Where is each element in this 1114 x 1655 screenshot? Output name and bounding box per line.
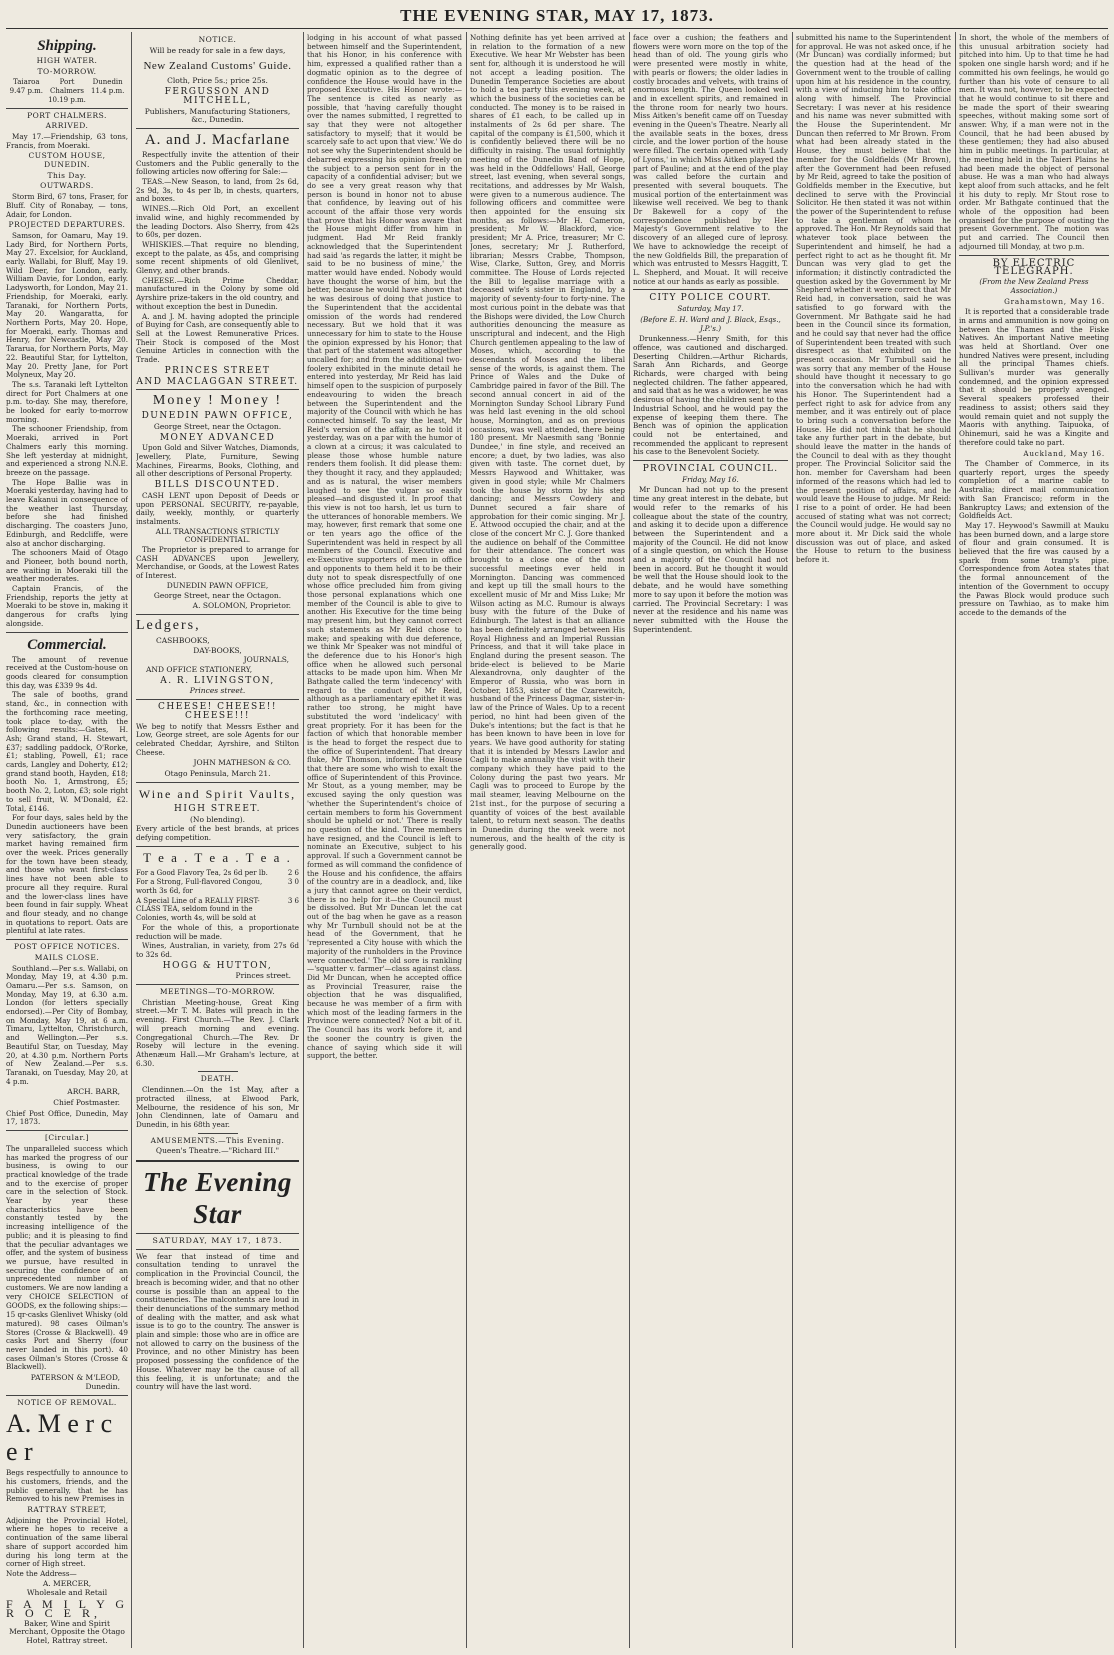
dunedin-pawn-office: DUNEDIN PAWN OFFICE, <box>141 411 294 422</box>
police-court-bench: (Before E. H. Ward and J. Black, Esqs., J.P.'s.) <box>640 314 781 333</box>
dateline-grahamstown: Grahamstown, May 16. <box>1004 297 1105 307</box>
double-rule <box>136 1160 299 1162</box>
tea-price: 3 6 <box>287 896 299 905</box>
tea-price: 2 6 <box>287 868 299 877</box>
cashbooks-line: CASHBOOKS, <box>156 635 210 645</box>
provincial-council-date: Friday, May 16. <box>682 474 739 484</box>
macfarlane-text-2: A. and J. M. having adopted the principle of Buying for Cash, are consequently able to Sell at the Lowest Remunerative Prices. Their Stock is composed of the Most Genuine Articles in connection with the Trade. <box>136 311 299 365</box>
macfarlane-whisky: WHISKIES.—That require no blending, except to the palate, as 45s, and comprising some recent shipments of old Glenlivet, Glenvy, and other brands. <box>136 239 299 276</box>
page-masthead: THE EVENING STAR, MAY 17, 1873. <box>400 6 714 25</box>
divider <box>136 128 299 129</box>
postmaster-name: ARCH. BARR, <box>67 1087 120 1097</box>
circular-text: The unparalleled success which has marked the progress of our business, is owing to our practical knowledge of the trade and to the exercise of proper care in the selection of Stock. Year by year these characteristics have been constantly tested by the increasing intelligence of the public; and it is pleasing to find that the peculiar advantages we offer, and the system of business we pursue, have resulted in securing the confidence of an unprecedented number of customers. We are now landing a very CHOICE SELECTION of GOODS, ex the following ships:— <box>6 1143 128 1310</box>
wines-australian: Wines, Australian, in variety, from 27s 6d to 32s 6d. <box>136 941 299 959</box>
pawn-signature: DUNEDIN PAWN OFFICE, <box>166 580 269 590</box>
column-shipping <box>6 34 128 1646</box>
mails-close-label: MAILS CLOSE. <box>34 952 100 962</box>
police-court-date: Saturday, May 17. <box>677 304 744 314</box>
divider <box>136 782 299 783</box>
column-rule <box>466 32 467 1648</box>
matheson-address: Otago Peninsula, March 21. <box>164 769 271 779</box>
column-rule <box>131 32 132 1648</box>
livingston-address: Princes street. <box>189 686 246 696</box>
post-office-place: Chief Post Office, Dunedin, May 17, 1873. <box>6 1108 128 1127</box>
tea-price-row <box>136 878 299 895</box>
hogg-hutton: HOGG & HUTTON, <box>162 960 273 971</box>
journals-line: JOURNALS, <box>243 655 289 665</box>
tea-price-row <box>136 869 299 878</box>
mercer-text: Begs respectfully to announce to his customers, friends, and the public generally, that he has Removed to his new Premises in <box>6 1468 128 1504</box>
maclaggan-street: AND MACLAGGAN STREET. <box>136 376 299 387</box>
divider <box>633 460 788 461</box>
mercer-display: A. M e r c e r <box>6 1409 113 1467</box>
ledgers-title: Ledgers, <box>136 617 201 633</box>
shipping-heading: Shipping. <box>37 38 97 54</box>
telegraph-heading: BY ELECTRIC TELEGRAPH. <box>992 257 1076 278</box>
goods-signature: PATERSON & M'LEOD, Dunedin. <box>30 1373 120 1391</box>
cheese-text: We beg to notify that Messrs Esther and Low, George street, are sole Agents for our celebrated Cheddar, Ayrshire, and Stilton Cheese. <box>136 721 299 757</box>
notice-text: Will be ready for sale in a few days, <box>149 45 286 55</box>
column-council-continued <box>796 34 951 1646</box>
office-stationery-line: AND OFFICE STATIONERY, <box>146 665 253 675</box>
tea-text: For the whole of this, a proportionate reduction will be made. <box>136 922 299 941</box>
mercer-sub: Wholesale and Retail <box>26 1588 108 1598</box>
projected-text: Samson, for Oamaru, May 19. Lady Bird, for Northern Ports, May 27. Excelsior, for Auckland, early. Wallabi, for Bluff, May 19. Wild Deer, for London, early. William Davie, for London, early. Ladysworth, for London, May 21. Friendship, for Moeraki, early. Taranaki, for Northern Ports, May 20. Wangaratta, for Northern Ports, May 20. Hope, for Moeraki, early. Thomas and Henry, for Newcastle, May 20. Tararua, for Northern Ports, May 22. Beautiful Star, for Lyttelton, May 20. Pretty Jane, for Port Molyneux, May 20. <box>6 230 128 380</box>
provincial-council-heading: PROVINCIAL COUNCIL. <box>642 464 779 475</box>
tomorrow-label: TO-MORROW. <box>37 66 97 76</box>
police-court-body: Drunkenness.—Henry Smith, for this offence, was cautioned and discharged. Deserting Children.—Arthur Richards, Sarah Ann Richards, and George Richards, were charged with being neglected children. The father appeared, and said that as he was a widower, he was desirous of having the children sent to the Industrial School, and he would pay the expense of keeping them there. The Bench was of opinion the application could not be entertained, and recommended the applicant to represent his case to the Benevolent Society. <box>633 334 788 457</box>
macfarlane-cheese: CHEESE.—Rich Prime Cheddar, manufactured in the Colony by some old Ayrshire prize-takers in the old country, and without exception the best in Dunedin. <box>136 275 299 311</box>
postmaster-title: Chief Postmaster. <box>53 1098 120 1108</box>
projected-heading: PROJECTED DEPARTURES. <box>8 220 126 230</box>
tea-description: For a Good Flavory Tea, 2s 6d per lb. <box>136 868 268 877</box>
shipping-paragraph: Captain Francis, of the Friendship, reports the jetty at Moeraki to be stove in, making it dangerous for crafts lying alongside. <box>6 584 128 628</box>
note-address: Note the Address— <box>6 1568 77 1578</box>
rattray-street: RATTRAY STREET, <box>27 1505 107 1515</box>
money-advanced: MONEY ADVANCED <box>159 432 276 443</box>
macfarlane-title: A. and J. Macfarlane <box>144 131 291 148</box>
column-rule <box>955 32 956 1648</box>
divider <box>136 1249 299 1250</box>
tide-dunedin: Dunedin 11.4 p.m. <box>90 78 125 96</box>
macfarlane-teas: TEAS.—New Season, to land, from 2s 6d, 2s 9d, 3s, to 4s per lb, in chests, quarters, and boxes. <box>136 177 299 204</box>
tide-taiaroa: Taiaroa 9.47 p.m. <box>9 78 44 96</box>
mercer-text-2: Adjoining the Provincial Hotel, where he hopes to receive a continuation of the same liberal share of support accorded him during his long term at the corner of High street. <box>6 1515 128 1569</box>
removal-heading: NOTICE OF REMOVAL. <box>17 1397 117 1407</box>
column-advertisements <box>136 34 299 1646</box>
death-heading: DEATH. <box>200 1074 235 1084</box>
amusements-text: Queen's Theatre.—"Richard III." <box>155 1146 280 1156</box>
meetings-text: Christian Meeting-house, Great King street.—Mr T. M. Bates will preach in the evening. First Church.—The Rev. J. Clark will preach morning and evening. Congregational Church.—The Rev. Dr Roseby will lecture in the evening. Athenæum Hall.—Mr Graham's lecture, at 6.30. <box>136 997 299 1068</box>
notice-heading: NOTICE. <box>198 35 237 44</box>
column-telegraph <box>959 34 1109 1646</box>
pawn-address: George Street, near the Octagon. <box>153 421 282 431</box>
shipping-paragraph: The schooner Friendship, from Moeraki, arrived in Port Chalmers early this morning. She left yesterday at midnight, and experienced a strong N.N.E. breeze on the passage. <box>6 424 128 477</box>
goods-list: 15 qr-casks Glenlivet Whisky (old matured). 98 cases Oilman's Stores (Crosse & Blackwell). 49 casks Port and Sherry (four never landed in this port). 40 cases Oilman's Stores (Crosse & Blackwell). <box>6 1310 128 1372</box>
tide-port-chalmers: Port Chalmers 10.19 p.m. <box>48 78 86 104</box>
editorial-text: We fear that instead of time and consultation tending to unravel the complication in the Provincial Council, the breach is becoming wider, and that no other course is possible than an appeal to the constituencies. The malcontents are loud in their denunciations of the summary method of dealing with the matter, and ask what issue is to go to the country. The answer is plain and simple: those who are in office are not allowed to carry on the business of the Province, and no other Ministry has been proposed possessing the confidence of the House. Whatever may be the cause of all this feeling, it is unfortunate; and the country will have the last word. <box>136 1251 299 1392</box>
council-body-continued: submitted his name to the Superintendent for approval. He was not asked once, if he (Mr Duncan) was cordially informed; but the question had at the head of the Government went to the trouble of calling upon him at his residence in the country, with a view of inducing him to take office along with himself. The Provincial Secretary: I was never at his residence and his name was never submitted with the House the Superintendent. Mr Duncan then referred to Mr Brown. From what had been already stated in the House, they must believe that the member for the Goldfields (Mr Brown), after the Government had been refused by Mr Reid, agreed to take the position of Goldfields member in the Executive, but declined to serve with the Provincial Solicitor. He then stated it was not within the power of the Superintendent to refuse to take a gentleman of whom he approved. The Hon. Mr Reynolds said that whatever took place between the Superintendent and himself, he had a perfect right to act as he thought fit. Mr Duncan was very glad to get the information; it distinctly contradicted the question asked by the Government by Mr Shepherd whether it were correct that Mr Reid had, in conversation, said he was satisfied to go forward with the Government. Mr Bathgate said he had been in the Council since its formation, and he could say that never had the office of Superintendent been treated with such disrespect as that exhibited on the present occasion. Mr Turnbull said he was sorry that any member of the House should have thought it necessary to go into the conversation which he had with his Honor. The Superintendent had a perfect right to ask for advice from any member, and it was entirely out of place to bring such a conversation before the House. He did not think that he should take any further part in the debate, but should leave the matter in the hands of the Council to deal with as they thought proper. The Provincial Solicitor said the hon. member for Caversham had been informed of the reasons which had led to the present position of affairs, and he would leave the House to judge. Mr Reid: I rise to a point of order. He had been accused of stating what was not correct; the Council would judge. He would say no more about it. Mr Dick said the whole discussion was out of place, and asked the House to return to the business before it. <box>796 34 951 565</box>
proprietor-text: The Proprietor is prepared to arrange for CASH ADVANCES upon Jewellery, Merchandise, or Goods, at the Lowest Rates of Interest. <box>136 545 299 581</box>
tea-title: T e a . T e a . T e a . <box>143 849 292 865</box>
high-street: HIGH STREET. <box>174 803 261 814</box>
macfarlane-text: Respectfully invite the attention of their Customers and the Public generally to the following articles now offering for Sale:— <box>136 149 299 177</box>
telegraph-item: May 17. Heywood's Sawmill at Mauku has been burned down, and a large store of flour and grain consumed. It is believed that the fire was caused by a spark from some tramp's pipe. Correspondence from Aotea states that the formal announcement of the intention of the Government to occupy the Pawas Block would produce such pressure on Tawhiao, as to make him accede to the demands of the <box>959 520 1109 617</box>
tide-table <box>6 78 128 104</box>
divider <box>959 255 1109 256</box>
princes-street: PRINCES STREET <box>164 365 271 376</box>
post-office-text: Southland.—Per s.s. Wallabi, on Monday, May 19, at 4.30 p.m. Oamaru.—Per s.s. Samson, on Monday, May 19, at 6.30 a.m. London (for letters specially endorsed).—Per City of Bombay, on Monday, May 19, at 6 a.m. Timaru, Lyttelton, Christchurch, and Wellington.—Per s.s. Beautiful Star, on Tuesday, May 20, at 4.30 p.m. Northern Ports of New Zealand.—Per s.s. Taranaki, on Tuesday, May 20, at 4 p.m. <box>6 963 128 1086</box>
cheese-title: CHEESE! CHEESE!! CHEESE!!! <box>158 702 277 721</box>
column-rule <box>792 32 793 1648</box>
hogg-address: Princes street. <box>235 971 291 981</box>
outwards-text: Storm Bird, 67 tons, Fraser, for Bluff. City of Ronabay, — tons, Adair, for London. <box>6 192 128 219</box>
macfarlane-wines: WINES.—Rich Old Port, an excellent invalid wine, and highly recommended by the leading Doctors. Also Sherry, from 42s to 60s, per dozen. <box>136 204 299 240</box>
wine-text: Every article of the best brands, at prices defying competition. <box>136 824 299 842</box>
customs-guide-price: Cloth, Price 5s.; price 25s. <box>167 76 268 86</box>
all-transactions: ALL TRANSACTIONS STRICTLY CONFIDENTIAL. <box>155 526 280 545</box>
shipping-paragraph: The s.s. Taranaki left Lyttelton direct for Port Chalmers at one p.m. to-day. She may, therefore, be looked for early to-morrow morning. <box>6 379 128 424</box>
shipping-paragraph: The schooners Maid of Otago and Pioneer, both bound north, are waiting in Moeraki till the weather moderates. <box>6 548 128 584</box>
tea-description: For a Strong, Full-flavored Congou, worth 3s 6d, for <box>136 878 263 896</box>
daybooks-line: DAY-BOOKS, <box>193 645 242 655</box>
divider <box>136 389 299 390</box>
divider <box>6 632 128 633</box>
no-blending: (No blending). <box>190 814 245 824</box>
divider <box>198 1133 238 1134</box>
divider <box>136 1233 299 1234</box>
divider <box>198 1071 238 1072</box>
telegraph-item: The Chamber of Commerce, in its quarterly report, urges the speedy completion of a marine cable to Australia; direct mail communication with San Francisco; reform in the Bankruptcy Laws; and extension of the Goldfields Act. <box>959 459 1109 521</box>
customs-guide-title: New Zealand Customs' Guide. <box>143 60 292 73</box>
evening-star-masthead: The Evening Star <box>143 1167 292 1230</box>
post-office-heading: POST OFFICE NOTICES. <box>14 942 120 952</box>
tea-price: 3 0 <box>287 878 299 887</box>
local-news-body: Nothing definite has yet been arrived at in relation to the formation of a new Executive. We hear Mr Webster has been sent for, although it is understood he will not accept a leading position. The Dunedin Temperance Societies are about to hold a tea party this evening week, at which the business of the societies can be conducted. The money is to be raised in shares of £1 each, to be called up in instalments of 2s 6d per share. The capital of the company is £1,500, which it is confidently believed there will be no difficulty in raising. The usual fortnightly meeting of the Dunedin Band of Hope, was held in the Oddfellows' Hall, George street, last evening, when several songs, recitations, and addresses by Mr Walsh, were given to a numerous audience. The following officers and committee were then appointed for the ensuing six months, as follows:—Mr H. Cameron, president; Mr W. Blackford, vice-president; Mr A. Price, treasurer; Mr C. Jones, secretary; Mr J. Rutherford, librarian; Messrs Crabbe, Thompson, Wise, Clarke, Sutton, Grey, and Morris committee. The House of Lords rejected the Bill to legalise marriage with a deceased wife's sister in England, by a majority of seventy-four to forty-nine. The most curious point in the debate was that the Bishops were divided, the Low Church authorities denouncing the measure as unscriptural and indecent, and the High Church gentlemen appealing to the law of Moses, which, according to the descendants of Moses and the liberal sense of the words, is against them. The Prince of Wales and the Duke of Cambridge paired in favor of the Bill. The second annual concert in aid of the Mornington Sunday School Library Fund was held last evening in the old school house, Mornington, and as on previous occasions, was well attended, there being 180 present. Mr Naesmith sang 'Bonnie Dundee,' in fine style, and received an encore; a duet, by two ladies, was also given with taste. The cornet duet, by Messrs Haywood and Whittaker, was given in good style; while Mr Chalmers took the house by storm by his step dancing; and Messrs Cowdery and Dunnet secured a fair share of approbation for their comic singing. Mr J. E. Attwood occupied the chair, and at the close of the concert Mr C. J. Gore thanked the audience on behalf of the Committee for their attendance. The concert was brought to a close one of the most successful meetings ever held in Mornington. Dancing was commenced and kept up till the small hours to the excellent music of Mr and Miss Luke; Mr Wilson acting as M.C. Rumour is always busy with the future of the Duke of Edinburgh. The latest is that an alliance has been definitely arranged between His Royal Highness and an Imperial Russian Princess, and that it will take place in England during the present season. The bride-elect is believed to be Marie Alexandrovna, only daughter of the Emperor of Russia, who was born in October, 1853, sister of the Czarewitch, husband of the Princess Dagmar, sister-in-law of the Prince of Wales. Up to a recent period, no hint had been given of the Duke's intentions; but the fact is that he has been known to have been in love for years. We have good authority for stating that it is intended by Messrs Lawlor and Cagli to make annually the visit with their company which they have paid to the Colony during the past two years. Mr Cagli was to proceed to Europe by the mail steamer, leaving Melbourne on the 21st inst., for the purpose of securing a quantity of voices of the best available talent, to return next season. The deaths in Dunedin during the week were not numerous, and the health of the city is generally good. <box>470 34 625 852</box>
shipping-paragraph: The Hope Ballie was in Moeraki yesterday, having had to leave Kakanui in consequence of the weather last Thursday, before she had finished discharging. The coasters Juno, Edinburgh, and Redcliffe, were also at anchor discharging. <box>6 477 128 548</box>
dateline-auckland: Auckland, May 16. <box>1023 449 1105 459</box>
amusements-heading: AMUSEMENTS.—This Evening. <box>150 1135 285 1145</box>
divider <box>6 1130 128 1131</box>
divider <box>6 1395 128 1396</box>
commercial-heading: Commercial. <box>27 636 107 653</box>
local-news-body-continued: face over a cushion; the feathers and flowers were worn more on the top of the head than of old. The young girls who were presented were mostly in white, with pearls or flowers; the older ladies in costly brocades and velvets, with trains of enormous length. The Queen looked well and in excellent spirits, and remained in the throne room for nearly two hours. Miss Aitken's benefit came off on Tuesday evening in the Queen's Theatre. Nearly all the available seats in the boxes, dress circle, and the lower portion of the house were filled. The certain opened with 'Lady of Lyons,' in which Miss Aitken played the part of Pauline; and at the end of the play was called before the curtain and presented with several bouquets. The musical portion of the entertainment was likewise well received. We beg to thank Dr Bakewell for a copy of the correspondence published by Her Majesty's Government relative to the discovery of an alleged cure of leprosy. We have to acknowledge the receipt of the new Goldfields Bill, the preparation of which was entrusted to Messrs Haggitt, T. L. Shepherd, and Mouat. It will receive notice at our hands as early as possible. <box>633 34 788 286</box>
telegraph-source: (From the New Zealand Press Association.) <box>979 276 1089 295</box>
tea-description: A Special Line of a REALLY FIRST-CLASS TEA, seldom found in the Colonies, worth 4s, will be sold at <box>136 896 260 923</box>
ferguson-mitchell: FERGUSSON AND MITCHELL, <box>164 87 271 106</box>
ferguson-sub: Publishers, Manufacturing Stationers, &c., Dunedin. <box>144 106 291 125</box>
mercer-signature: A. MERCER, <box>42 1578 92 1588</box>
pawn-proprietor: A. SOLOMON, Proprietor. <box>192 601 291 611</box>
divider <box>136 984 299 985</box>
masthead-rule <box>6 28 1108 29</box>
mercer-sub-2: Baker, Wine and Spirit Merchant, Opposite the Otago Hotel, Rattray street. <box>9 1618 125 1645</box>
port-chalmers-heading: PORT CHALMERS. <box>27 110 107 120</box>
death-text: Clendinnen.—On the 1st May, after a protracted illness, at Elwood Park, Melbourne, the residence of his son, Mr John Clendinnen, late of Oamaru and Dunedin, in his 68th year. <box>136 1085 299 1129</box>
bills-discounted: BILLS DISCOUNTED. <box>154 480 281 491</box>
telegraph-item: It is reported that a considerable trade in arms and ammunition is now going on between the Thames and the Fiske Natives. An important Native meeting was held at Shortland. Over one hundred Natives were present, including all the principal Thames chiefs. Sullivan's murder was generally condemned, and the opinion expressed that it should be properly avenged. Several speakers professed their readiness to assist; others said they would remain quiet and not supply the Maoris with anything. Taipuoka, of Ohinemuri, said he was a Kingite and therefore could take no part. <box>959 307 1109 447</box>
commercial-paragraph: For four days, sales held by the Dunedin auctioneers have been very satisfactory, the grain market having remained firm over the week. Prices generally for the town have been steady, and those who want first-class lines have not been able to procure all they require. Rural and the lower-class lines have been found in fair supply. Wheat and flour steady, and no change in quotations to report. Oats are plentiful at late rates. <box>6 813 128 936</box>
pawn-signature-address: George Street, near the Octagon. <box>153 590 282 600</box>
circular-heading: [Circular.] <box>44 1133 90 1143</box>
column-editorial-continued <box>307 34 462 1646</box>
matheson-name: JOHN MATHESON & CO. <box>193 758 291 768</box>
divider <box>6 108 128 109</box>
family-grocer: F A M I L Y G R O C E R, <box>6 1597 128 1620</box>
outwards-heading: OUTWARDS. <box>40 181 94 191</box>
editorial-dateline: SATURDAY, MAY 17, 1873. <box>152 1236 283 1246</box>
commercial-paragraph: The sale of booths, grand stand, &c., in connection with the forthcoming race meeting, took place to-day, with the following results:—Gates, H. Ash; Grand stand, H. Stewart, £37; saddling paddock, O'Rorke, £1; stabling, Powell, £1; race cards, Langley and Doherty, £12; grand stand booth, Hayden, £18; booth No. 1, Armstrong, £5; booth No. 2, Loton, £3; sole right to sell fruit, W. M'Donald, £2. Total, £146. <box>6 690 128 813</box>
high-water-heading: HIGH WATER. <box>36 56 98 65</box>
police-court-heading: CITY POLICE COURT. <box>649 293 772 304</box>
meetings-heading: MEETINGS—TO-MORROW. <box>159 987 276 997</box>
column-local-news <box>470 34 625 1646</box>
custom-house-heading: CUSTOM HOUSE, DUNEDIN. <box>28 151 106 170</box>
money-title: Money ! Money ! <box>152 393 283 409</box>
column-rule <box>303 32 304 1648</box>
arrived-heading: ARRIVED. <box>45 121 89 131</box>
provincial-council-body: Mr Duncan had not up to the present time any great interest in the debate, but would refer to the remarks of his colleague about the state of the country, and asking it to decide upon a difference between the Superintendent and a majority of the Council. He did not know of a single question, on which the House and a majority of the Council had not been in accord. But he thought it would be well that the House should look to the debate, and he would have something more to say upon it before the motion was carried. The Provincial Secretary: I was never at the residence and his name was never submitted with the House the Superintendent. <box>633 485 788 634</box>
commercial-paragraph: The amount of revenue received at the Custom-house on goods cleared for consumption this day, was £339 9s 4d. <box>6 654 128 690</box>
tea-price-row <box>136 897 299 923</box>
column-rule <box>629 32 630 1648</box>
divider <box>136 846 299 847</box>
editorial-body: lodging in his account of what passed between himself and the Superintendent, that his Honor, in his conference with him, expressed a qualified rather than a dogmatic opinion as to the degree of confidence the House would have in the proposed Executive. His Honor wrote:— The sentence is cited as nearly as possible, that 'having carefully thought over the names submitted, I regretted to say that they were not altogether satisfactory to myself; that it would be scarcely safe to act upon that view.' We do not see why the Superintendent should be debarred expressing his opinion freely on the subject to a person sent for in the capacity of a confidential adviser; but we do see a very great reason why that person is bound in honor not to abuse that confidence, by leaving out of his account of the affair those very words that prove that his Honor was aware that the House might differ from him in judgment. Had Mr Reid frankly acknowledged that the Superintendent had said 'as regards the latter, it might be said to be no business of mine,' the matter would have ended. Nobody would have thought the worse of him, but the better, because he would have shown that he was desirous of doing that justice to the Superintendent that the accidental omission of the words had rendered necessary. But we hold that it was unnecessary for him to state to the House the opinion expressed by his Honor; that that part of the statement was altogether uncalled for; and from the additional two-foolery exhibited in the minute detail he entered into yesterday, Mr Reid has laid himself open to the suspicion of purposely endeavouring to widen the breach between the Superintendent and the majority of the Council with which he has connected himself. To say the least, Mr Reid's version of the affair, as he told it yesterday, was on a par with the humor of a clown at a circus; it was calculated to please those whose humble nature renders them foolish. It did please them: they thought it racy, and they applauded; and as is natural, the wiser members laughed to see the vulgar so easily pleased—and disgusted it. In proof that this view is not too harsh, let us turn to the utterances of honorable members. We may, however, first remark that some one or ten years ago the office of the Superintendent was held in respect by all members of the Council. Executive and ex-Executive supporters of men in office and opponents to them held it to be their duty not to speak disrespectfully of one whose office precluded him from giving those personal explanations which one member of the Council is able to give to another. His Executive for the time being may present him, but they cannot correct such statements as Mr Reid chose to make; and speaking with due deference, we think Mr Speaker was not mindful of the deference due to his Honor's high office when he allowed such personal attacks to be made upon him. When Mr Bathgate called the term 'indecency' with regard to the conduct of Mr Reid, although as a parliamentary epithet it was rather too strong, he might have substituted the word 'indelicacy' with great propriety. For it has been for the faction of which that honorable member is the head to forget the respect due to the office of Superintendent. That dreary fluke, Mr Thomson, informed the House that there are some who wish to exalt the office of Superintendent of this Province. Mr Stout, as a young member, may be excused saying the only question was 'whether the Superintendent's choice of certain members to form his Government should be upheld or not.' There is really no question of the kind. Three members have resigned, and the Council is left to nominate an Executive, subject to his approval. If such a Government cannot be formed as will command the confidence of the House and his confidence, the affairs of the country are in a deadlock, and, like a jury that cannot agree on their verdict, there is no help for it—the Council must be dissolved. But Mr Duncan let the cat out of the bag when he gave as a reason why Mr Turnbull should not be at the head of the Government, that he 'represented a City house with which the majority of the runholders in the Province were connected.' The old sore is rankling—'squatter v. farmer'—class against class. Did Mr Duncan, when he accepted office as Provincial Treasurer, raise the objection that he was disqualified, because he was member of a firm with which most of the leading farmers in the Province were connected? Not a bit of it. The Council has its work before it, and the sooner the country is given the chance of saying which side it will support, the better. <box>307 34 462 1061</box>
livingston-name: A. R. LIVINGSTON, <box>160 675 275 686</box>
this-day-label: This Day. <box>47 170 87 180</box>
column-court-council <box>633 34 788 1646</box>
arrived-text: May 17.—Friendship, 63 tons, Francis, from Moeraki. <box>6 131 128 150</box>
cash-lent: CASH LENT upon Deposit of Deeds or upon PERSONAL SECURITY, re-payable, daily, weekly, monthly, or quarterly instalments. <box>136 490 299 526</box>
council-body-end: In short, the whole of the members of this unusual arbitration society had pitched into him. Up to that time he had spoken one single harsh word; and if he committed his own feelings, he would go further than his vote of censure to all men. It was not, however, to be expected that he would continue to sit there and be made the sport of their swearing speeches, without making some sort of answer. Why, if a man were not in the Council, that he had been abused by these gentlemen; they had also abused him in public meetings. In particular, at the meeting held in the Taieri Plains he had been made the object of personal abuse. He was a man who had always kept aloof from such attacks, and he felt it his duty to reply. Mr Stout rose to order. Mr Bathgate continued that the whole of the opposition had been organised for the purpose of ousting the present Government. The motion was put and carried. The Council then adjourned till Monday, at two p.m. <box>959 34 1109 251</box>
divider <box>633 289 788 290</box>
divider <box>6 939 128 940</box>
wine-spirit-title: Wine and Spirit Vaults, <box>138 786 297 801</box>
pawn-text: Upon Gold and Silver Watches, Diamonds, Jewellery, Plate, Furniture, Sewing Machines, Firearms, Books, Clothing, and all other descriptions of Personal Property. <box>136 443 299 479</box>
divider <box>136 699 299 700</box>
divider <box>136 614 299 615</box>
